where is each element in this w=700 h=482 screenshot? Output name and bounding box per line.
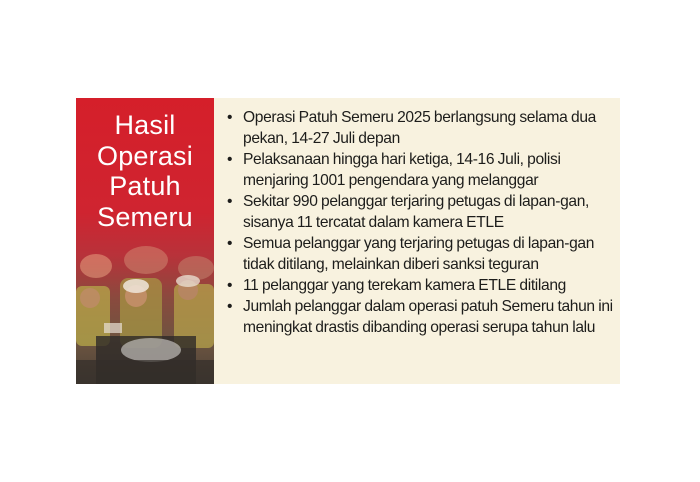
title-panel	[76, 98, 214, 384]
title-line: Hasil	[114, 110, 176, 140]
title-line: Semeru	[97, 201, 193, 232]
bullet-icon: •	[227, 151, 233, 168]
list-item	[226, 107, 614, 149]
list-item-text: Sekitar 990 pelanggar terjaring petugas di lapan-gan, sisanya 11 tercatat dalam kamera ETLE	[243, 193, 590, 231]
title-line: Operasi	[97, 140, 193, 171]
title-line: Patuh	[109, 171, 181, 201]
list-item-text: Jumlah pelanggar dalam operasi patuh Semeru tahun ini meningkat drastis dibanding operasi serupa tahun lalu	[243, 298, 613, 336]
list-item	[226, 191, 614, 233]
list-item	[226, 149, 614, 191]
list-item	[226, 233, 614, 275]
list-item	[226, 296, 614, 338]
list-item-text: Semua pelanggar yang terjaring petugas di lapan-gan tidak ditilang, melainkan diberi sanksi teguran	[243, 235, 595, 273]
bullet-icon: •	[227, 298, 233, 315]
list-item-text: 11 pelanggar yang terekam kamera ETLE ditilang	[243, 277, 567, 294]
bullet-icon: •	[227, 277, 233, 294]
infographic-box	[76, 98, 620, 384]
summary-list	[226, 107, 614, 338]
list-item-text: Operasi Patuh Semeru 2025 berlangsung selama dua pekan, 14-27 Juli depan	[243, 109, 596, 147]
list-item	[226, 275, 614, 296]
bullet-icon: •	[227, 193, 233, 210]
bullet-icon: •	[227, 109, 233, 126]
list-item-text: Pelaksanaan hingga hari ketiga, 14-16 Juli, polisi menjaring 1001 pengendara yang melanggar	[243, 151, 561, 189]
infographic-title	[76, 110, 214, 232]
bullet-icon: •	[227, 235, 233, 252]
summary-panel	[214, 98, 620, 384]
